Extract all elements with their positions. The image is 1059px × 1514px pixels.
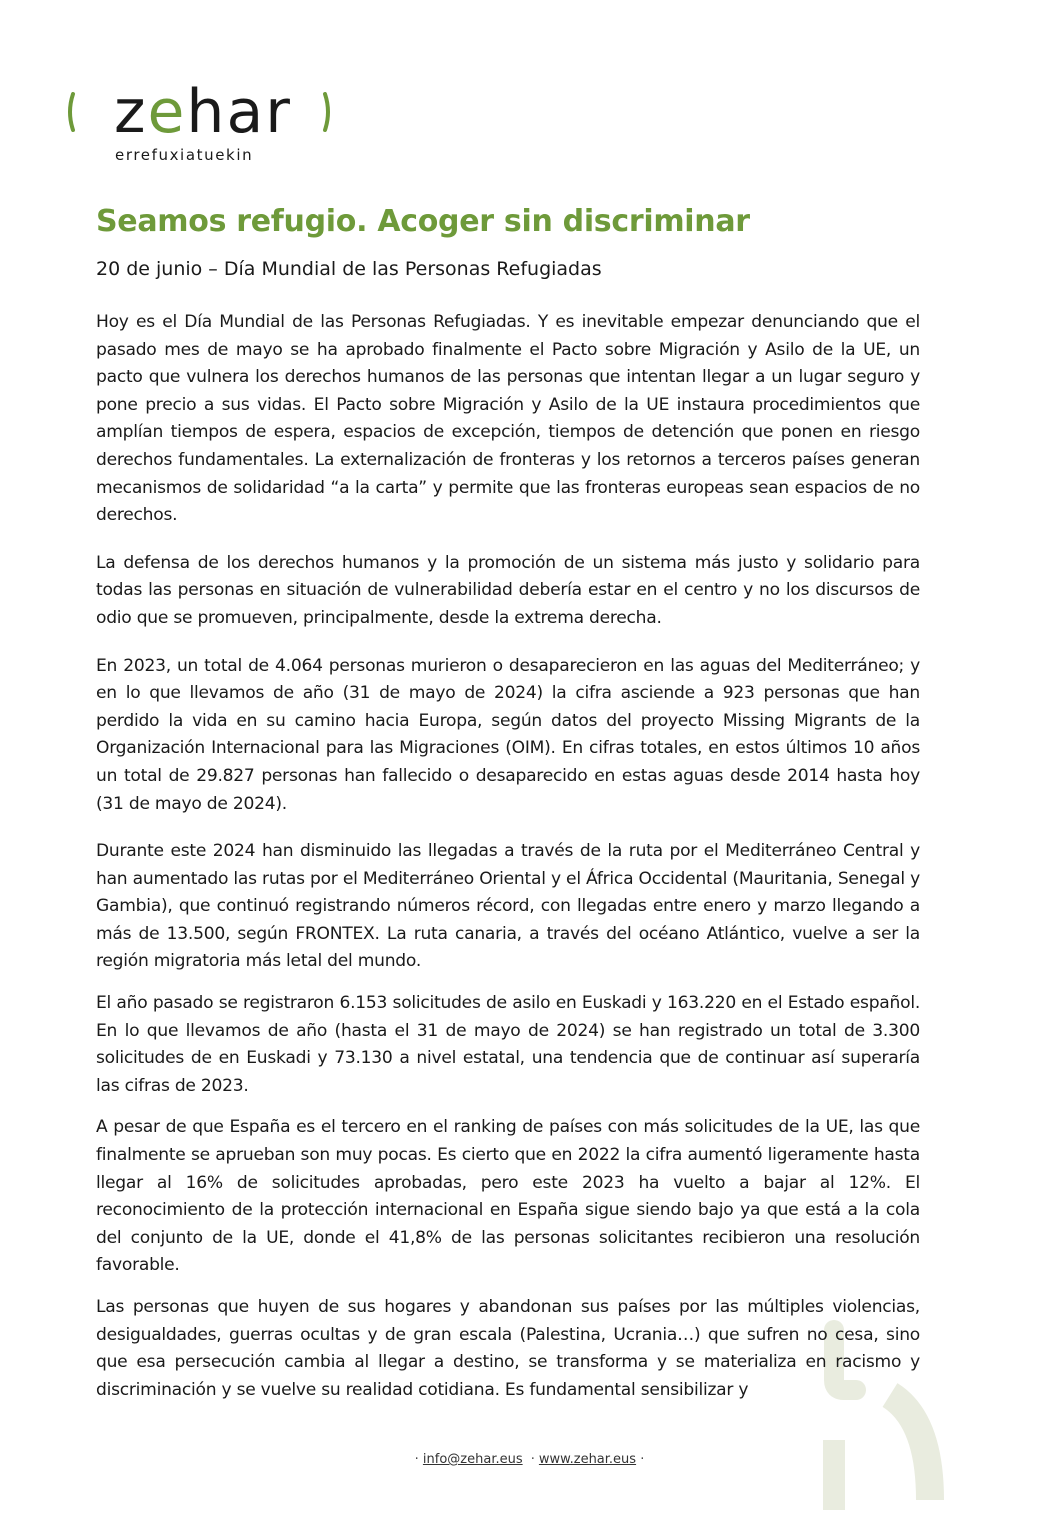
page-footer	[0, 1452, 1059, 1467]
footer-bullet: ·	[530, 1452, 535, 1467]
paragraph: La defensa de los derechos humanos y la promoción de un sistema más justo y solidario para todas las personas en situación de vulnerabilidad debería estar en el centro y no los discursos de odio que se promueven, principalmente, desde la extrema derecha.	[96, 552, 920, 628]
footer-bullet: ·	[414, 1452, 419, 1467]
paragraph: Durante este 2024 han disminuido las llegadas a través de la ruta por el Mediterráneo Central y han aumentado las rutas por el Mediterráneo Oriental y el África Occidental (Mauritania, Senegal y Gambia), que continuó registrando números récord, con llegadas entre enero y marzo llegando a más de 13.500, según FRONTEX. La ruta canaria, a través del océano Atlántico, vuelve a ser la región migratoria más letal del mundo.	[96, 841, 920, 972]
page-subtitle: 20 de junio – Día Mundial de las Personas Refugiadas	[96, 258, 602, 280]
paragraph: En 2023, un total de 4.064 personas murieron o desaparecieron en las aguas del Mediterráneo; y en lo que llevamos de año (31 de mayo de 2024) la cifra asciende a 923 personas que han perdido la vida en su camino hacia Europa, según datos del proyecto Missing Migrants de la Organización Internacional para las Migraciones (OIM). En cifras totales, en estos últimos 10 años un total de 29.827 personas han fallecido o desaparecido en estas aguas desde 2014 hasta hoy (31 de mayo de 2024).	[96, 655, 920, 814]
footer-bullet: ·	[640, 1452, 645, 1467]
paragraph: El año pasado se registraron 6.153 solicitudes de asilo en Euskadi y 163.220 en el Estado español. En lo que llevamos de año (hasta el 31 de mayo de 2024) se han registrado un total de 3.300 solicitudes de en Euskadi y 73.130 a nivel estatal, una tendencia que de continuar así superaría las cifras de 2023.	[96, 993, 920, 1096]
document-body	[96, 309, 920, 1418]
zehar-logo	[64, 77, 354, 172]
logo-left-bracket-icon	[64, 92, 76, 132]
paragraph: A pesar de que España es el tercero en el ranking de países con más solicitudes de la UE, las que finalmente se aprueban son muy pocas. Es cierto que en 2022 la cifra aumentó ligeramente hasta llegar al 16% de solicitudes aprobadas, pero este 2023 ha vuelto a bajar al 12%. El reconocimiento de la protección internacional en España sigue siendo bajo ya que está a la cola del conjunto de la UE, donde el 41,8% de las personas solicitantes recibieron una resolución favorable.	[96, 1117, 920, 1276]
logo-tagline: errefuxiatuekin	[115, 146, 254, 164]
website-link[interactable]: www.zehar.eus	[538, 1452, 637, 1467]
paragraph: Las personas que huyen de sus hogares y abandonan sus países por las múltiples violencias, desigualdades, guerras ocultas y de gran escala (Palestina, Ucrania…) que sufren no cesa, sino que esa persecución cambia al llegar a destino, se transforma y se materializa en racismo y discriminación y se vuelve su realidad cotidiana. Es fundamental sensibilizar y	[96, 1297, 920, 1400]
email-link[interactable]: info@zehar.eus	[422, 1452, 523, 1467]
paragraph: Hoy es el Día Mundial de las Personas Refugiadas. Y es inevitable empezar denunciando que el pasado mes de mayo se ha aprobado finalmente el Pacto sobre Migración y Asilo de la UE, un pacto que vulnera los derechos humanos de las personas que intentan llegar a un lugar seguro y pone precio a sus vidas. El Pacto sobre Migración y Asilo de la UE instaura procedimientos que amplían tiempos de espera, espacios de excepción, tiempos de detención que ponen en riesgo derechos fundamentales. La externalización de fronteras y los retornos a terceros países generan mecanismos de solidaridad “a la carta” y permite que las fronteras europeas sean espacios de no derechos.	[96, 312, 920, 526]
logo-wordmark: zehar	[114, 77, 292, 147]
logo-right-bracket-icon	[322, 92, 334, 132]
page-title: Seamos refugio. Acoger sin discriminar	[96, 204, 750, 239]
